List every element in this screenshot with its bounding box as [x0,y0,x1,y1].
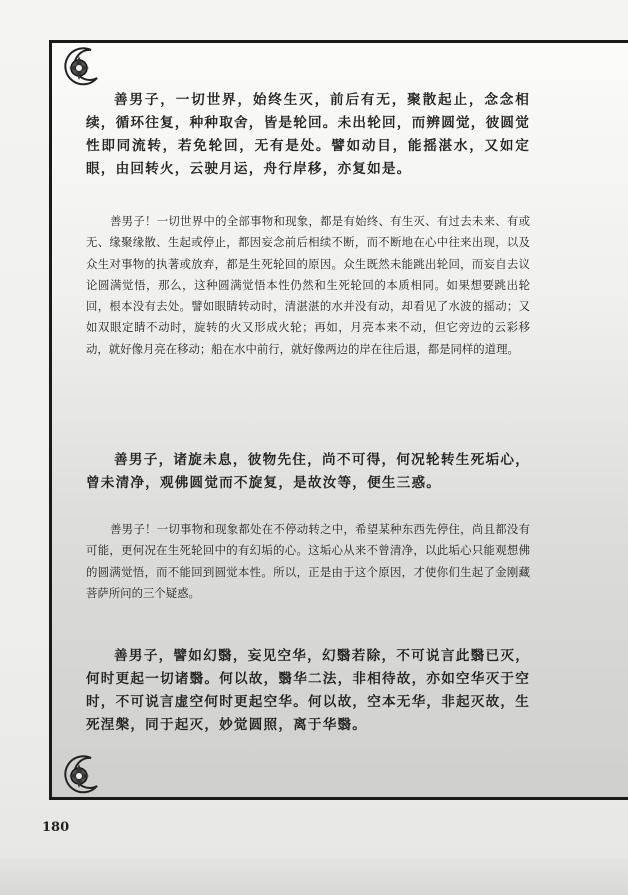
lotus-crescent-ornament-icon [55,752,103,800]
translation-passage-1: 善男子！一切世界中的全部事物和现象，都是有始终、有生灭、有过去未来、有或无、缘聚缘散、生起或停止，都因妄念前后相续不断，而不断地在心中往来出现，以及众生对事物的执著或放弃，都是生死轮回的原因。众生既然未能跳出轮回，而妄自去议论圆满觉悟，那么，这种圆满觉悟本性仍然和生死轮回的本质相同。如果想要跳出轮回，根本没有去处。譬如眼睛转动时，清湛湛的水并没有动，却看见了水波的摇动；又如双眼定睛不动时，旋转的火又形成火轮；再如，月亮本来不动，但它旁边的云彩移动，就好像月亮在移动；船在水中前行，就好像两边的岸在往后退，都是同样的道理。 [86,214,530,356]
bottom-margin [0,858,628,895]
sutra-passage-1: 善男子，一切世界，始终生灭，前后有无，聚散起止，念念相续，循环往复，种种取舍，皆是轮回。未出轮回，而辨圆觉，彼圆觉性即同流转，若免轮回，无有是处。譬如动目，能摇湛水，又如定眼，由回转火，云驶月运，舟行岸移，亦复如是。 [86,92,530,177]
sutra-passage-3: 善男子，譬如幻翳，妄见空华，幻翳若除，不可说言此翳已灭，何时更起一切诸翳。何以故，翳华二法，非相待故，亦如空华灭于空时，不可说言虚空何时更起空华。何以故，空本无华，非起灭故，生死涅槃，同于起灭，妙觉圆照，离于华翳。 [86,648,530,733]
lotus-crescent-ornament-icon [55,44,103,92]
sutra-passage-2: 善男子，诸旋未息，彼物先住，尚不可得，何况轮转生死垢心，曾未清净，观佛圆觉而不旋复，是故汝等，便生三惑。 [86,452,530,491]
translation-passage-2: 善男子！一切事物和现象都处在不停动转之中，希望某种东西先停住，尚且都没有可能，更何况在生死轮回中的有幻垢的心。这垢心从来不曾清净，以此垢心只能观想佛的圆满觉悟，而不能回到圆觉本性。所以，正是由于这个原因，才使你们生起了金刚藏菩萨所问的三个疑惑。 [86,522,530,600]
page-number: 180 [42,820,70,835]
